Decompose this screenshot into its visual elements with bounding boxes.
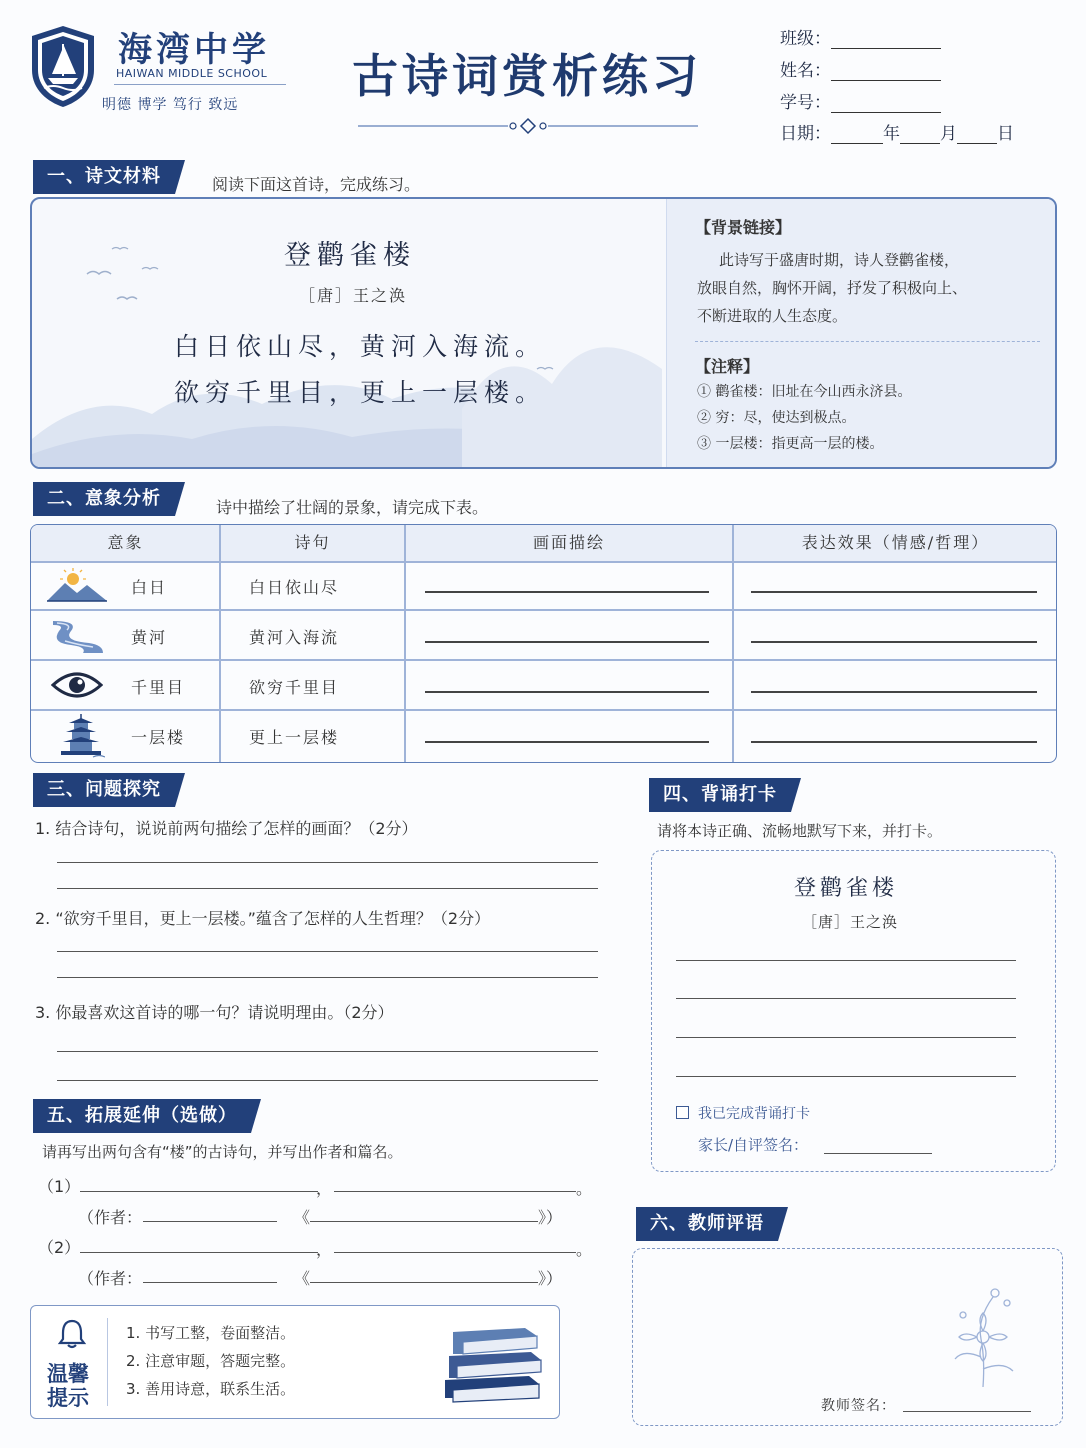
sun-mountain-icon [47, 567, 107, 603]
table-header-image: 意象 [31, 525, 220, 561]
background-text-3: 不断进取的人生态度。 [697, 307, 848, 325]
ext1-author-line[interactable] [143, 1221, 277, 1222]
recite-line-4[interactable] [676, 1076, 1016, 1077]
ext-item-2-label: （2） [38, 1238, 81, 1257]
day-input[interactable] [957, 126, 997, 144]
section4-desc: 请将本诗正确、流畅地默写下来，并打卡。 [657, 822, 943, 840]
q2-answer-line-1[interactable] [57, 951, 598, 952]
table-header-scene: 画面描绘 [405, 525, 733, 561]
notes-divider [695, 341, 1040, 342]
recite-poem-author: ［唐］王之涣 [802, 913, 899, 931]
row4-scene-line[interactable] [425, 741, 709, 743]
q3-answer-line-1[interactable] [57, 1051, 598, 1052]
note-3: ③ 一层楼：指更高一层的楼。 [697, 436, 884, 452]
q1-answer-line-1[interactable] [57, 862, 598, 863]
poem-box [30, 197, 1057, 469]
row2-verse: 黄河入海流 [249, 628, 340, 647]
row3-image: 千里目 [131, 678, 186, 697]
section6-tag: 六、教师评语 [636, 1207, 778, 1241]
poem-line-2: 欲穷千里目，更上一层楼。 [174, 378, 547, 407]
ext1-comma: ， [316, 1179, 333, 1198]
ext2-title-line[interactable] [310, 1282, 538, 1283]
year-label: 年 [883, 124, 900, 144]
id-field [780, 88, 941, 113]
poem-title: 登鹳雀楼 [284, 240, 416, 271]
row3-verse: 欲穷千里目 [249, 678, 340, 697]
ext1-book-open: 《 [294, 1208, 311, 1227]
section4-tag: 四、背诵打卡 [649, 778, 791, 812]
ext1-author-label: （作者： [78, 1208, 143, 1227]
teacher-sign-line[interactable] [903, 1411, 1031, 1412]
school-name-en: HAIWAN MIDDLE SCHOOL [116, 67, 268, 80]
section1-tag: 一、诗文材料 [33, 160, 175, 194]
page-title: 古诗词赏析练习 [352, 49, 702, 103]
section5-desc: 请再写出两句含有“楼”的古诗句，并写出作者和篇名。 [42, 1143, 403, 1161]
row3-effect-line[interactable] [751, 691, 1037, 693]
tips-title-1: 温馨 [47, 1362, 89, 1386]
name-input[interactable] [831, 63, 941, 81]
q2-answer-line-2[interactable] [57, 977, 598, 978]
class-label: 班级： [780, 29, 831, 49]
tips-box [30, 1305, 560, 1419]
ext2-comma: ， [316, 1240, 333, 1259]
recite-line-3[interactable] [676, 1037, 1016, 1038]
ext1-verse-a[interactable] [80, 1191, 318, 1192]
row4-image: 一层楼 [131, 728, 186, 747]
section3-tag: 三、问题探究 [33, 773, 175, 807]
teacher-comment-box[interactable] [632, 1248, 1063, 1426]
title-ornament [358, 116, 698, 136]
row2-effect-line[interactable] [751, 641, 1037, 643]
row1-image: 白日 [131, 578, 168, 597]
ext-item-1-label: （1） [38, 1177, 81, 1196]
recite-sign-line[interactable] [824, 1153, 932, 1154]
recitation-box [651, 850, 1056, 1172]
teacher-sign-label: 教师签名： [821, 1398, 896, 1414]
section2-desc: 诗中描绘了壮阔的景象，请完成下表。 [216, 498, 489, 517]
pagoda-icon [57, 713, 105, 759]
ext2-author-line[interactable] [143, 1282, 277, 1283]
poem-author: ［唐］王之涣 [299, 286, 408, 305]
date-label: 日期： [780, 124, 831, 144]
recite-sign-label: 家长/自评签名： [698, 1136, 809, 1154]
background-label: 【背景链接】 [695, 218, 792, 237]
ext2-period: 。 [576, 1240, 593, 1259]
class-field [780, 24, 941, 49]
class-input[interactable] [831, 31, 941, 49]
row2-scene-line[interactable] [425, 641, 709, 643]
row3-scene-line[interactable] [425, 691, 709, 693]
tips-title-2: 提示 [47, 1386, 89, 1410]
section2-tag: 二、意象分析 [33, 482, 175, 516]
recite-line-1[interactable] [676, 960, 1016, 961]
row4-effect-line[interactable] [751, 741, 1037, 743]
recite-line-2[interactable] [676, 998, 1016, 999]
ext1-verse-b[interactable] [334, 1191, 576, 1192]
section1-desc: 阅读下面这首诗，完成练习。 [212, 175, 421, 194]
poem-line-1: 白日依山尽，黄河入海流。 [174, 332, 547, 361]
tips-divider [107, 1318, 108, 1406]
recite-checkbox[interactable] [676, 1106, 689, 1119]
name-field [780, 56, 941, 81]
ext1-book-close: 》） [538, 1208, 563, 1227]
name-label: 姓名： [780, 61, 831, 81]
month-input[interactable] [900, 126, 940, 144]
table-header-verse: 诗句 [220, 525, 405, 561]
recite-poem-title: 登鹳雀楼 [794, 876, 899, 901]
school-shield-logo [28, 24, 98, 108]
question-3: 3. 你最喜欢这首诗的哪一句？请说明理由。（2分） [35, 1003, 394, 1022]
bell-icon [57, 1318, 87, 1350]
background-text-2: 放眼自然，胸怀开阔，抒发了积极向上、 [697, 279, 968, 297]
tip-2: 2. 注意审题，答题完整。 [126, 1352, 296, 1370]
section5-tag: 五、拓展延伸（选做） [33, 1099, 251, 1133]
q3-answer-line-2[interactable] [57, 1080, 598, 1081]
question-2: 2. “欲穷千里目，更上一层楼。”蕴含了怎样的人生哲理？（2分） [35, 909, 491, 928]
ext2-book-open: 《 [294, 1269, 311, 1288]
flower-icon [933, 1279, 1033, 1389]
river-icon [49, 615, 105, 655]
ext2-verse-b[interactable] [334, 1252, 576, 1253]
school-divider [114, 84, 286, 85]
books-illustration [439, 1320, 545, 1404]
row4-verse: 更上一层楼 [249, 728, 340, 747]
id-label: 学号： [780, 93, 831, 113]
imagery-table [30, 524, 1057, 763]
eye-icon [51, 669, 103, 701]
year-input[interactable] [831, 126, 883, 144]
note-2: ② 穷：尽，使达到极点。 [697, 410, 856, 426]
note-1: ① 鹳雀楼：旧址在今山西永济县。 [697, 384, 912, 400]
school-name-cn: 海湾中学 [118, 30, 270, 70]
row1-effect-line[interactable] [751, 591, 1037, 593]
id-input[interactable] [831, 95, 941, 113]
background-notes-panel [666, 199, 1057, 467]
ext1-title-line[interactable] [310, 1221, 538, 1222]
recite-check-label: 我已完成背诵打卡 [698, 1106, 810, 1122]
school-motto: 明德 博学 笃行 致远 [102, 97, 239, 113]
tip-3: 3. 善用诗意，联系生活。 [126, 1380, 296, 1398]
ext2-author-label: （作者： [78, 1269, 143, 1288]
q1-answer-line-2[interactable] [57, 888, 598, 889]
notes-label: 【注释】 [695, 357, 760, 376]
background-text-1: 此诗写于盛唐时期，诗人登鹳雀楼， [719, 251, 960, 269]
question-1: 1. 结合诗句，说说前两句描绘了怎样的画面？（2分） [35, 819, 418, 838]
month-label: 月 [940, 124, 957, 144]
day-label: 日 [997, 124, 1014, 144]
date-field [780, 119, 1014, 144]
ext2-verse-a[interactable] [80, 1252, 318, 1253]
tip-1: 1. 书写工整，卷面整洁。 [126, 1324, 296, 1342]
row2-image: 黄河 [131, 628, 168, 647]
ext1-period: 。 [576, 1179, 593, 1198]
row1-scene-line[interactable] [425, 591, 709, 593]
row1-verse: 白日依山尽 [249, 578, 340, 597]
table-header-effect: 表达效果（情感/哲理） [733, 525, 1057, 561]
ext2-book-close: 》） [538, 1269, 563, 1288]
